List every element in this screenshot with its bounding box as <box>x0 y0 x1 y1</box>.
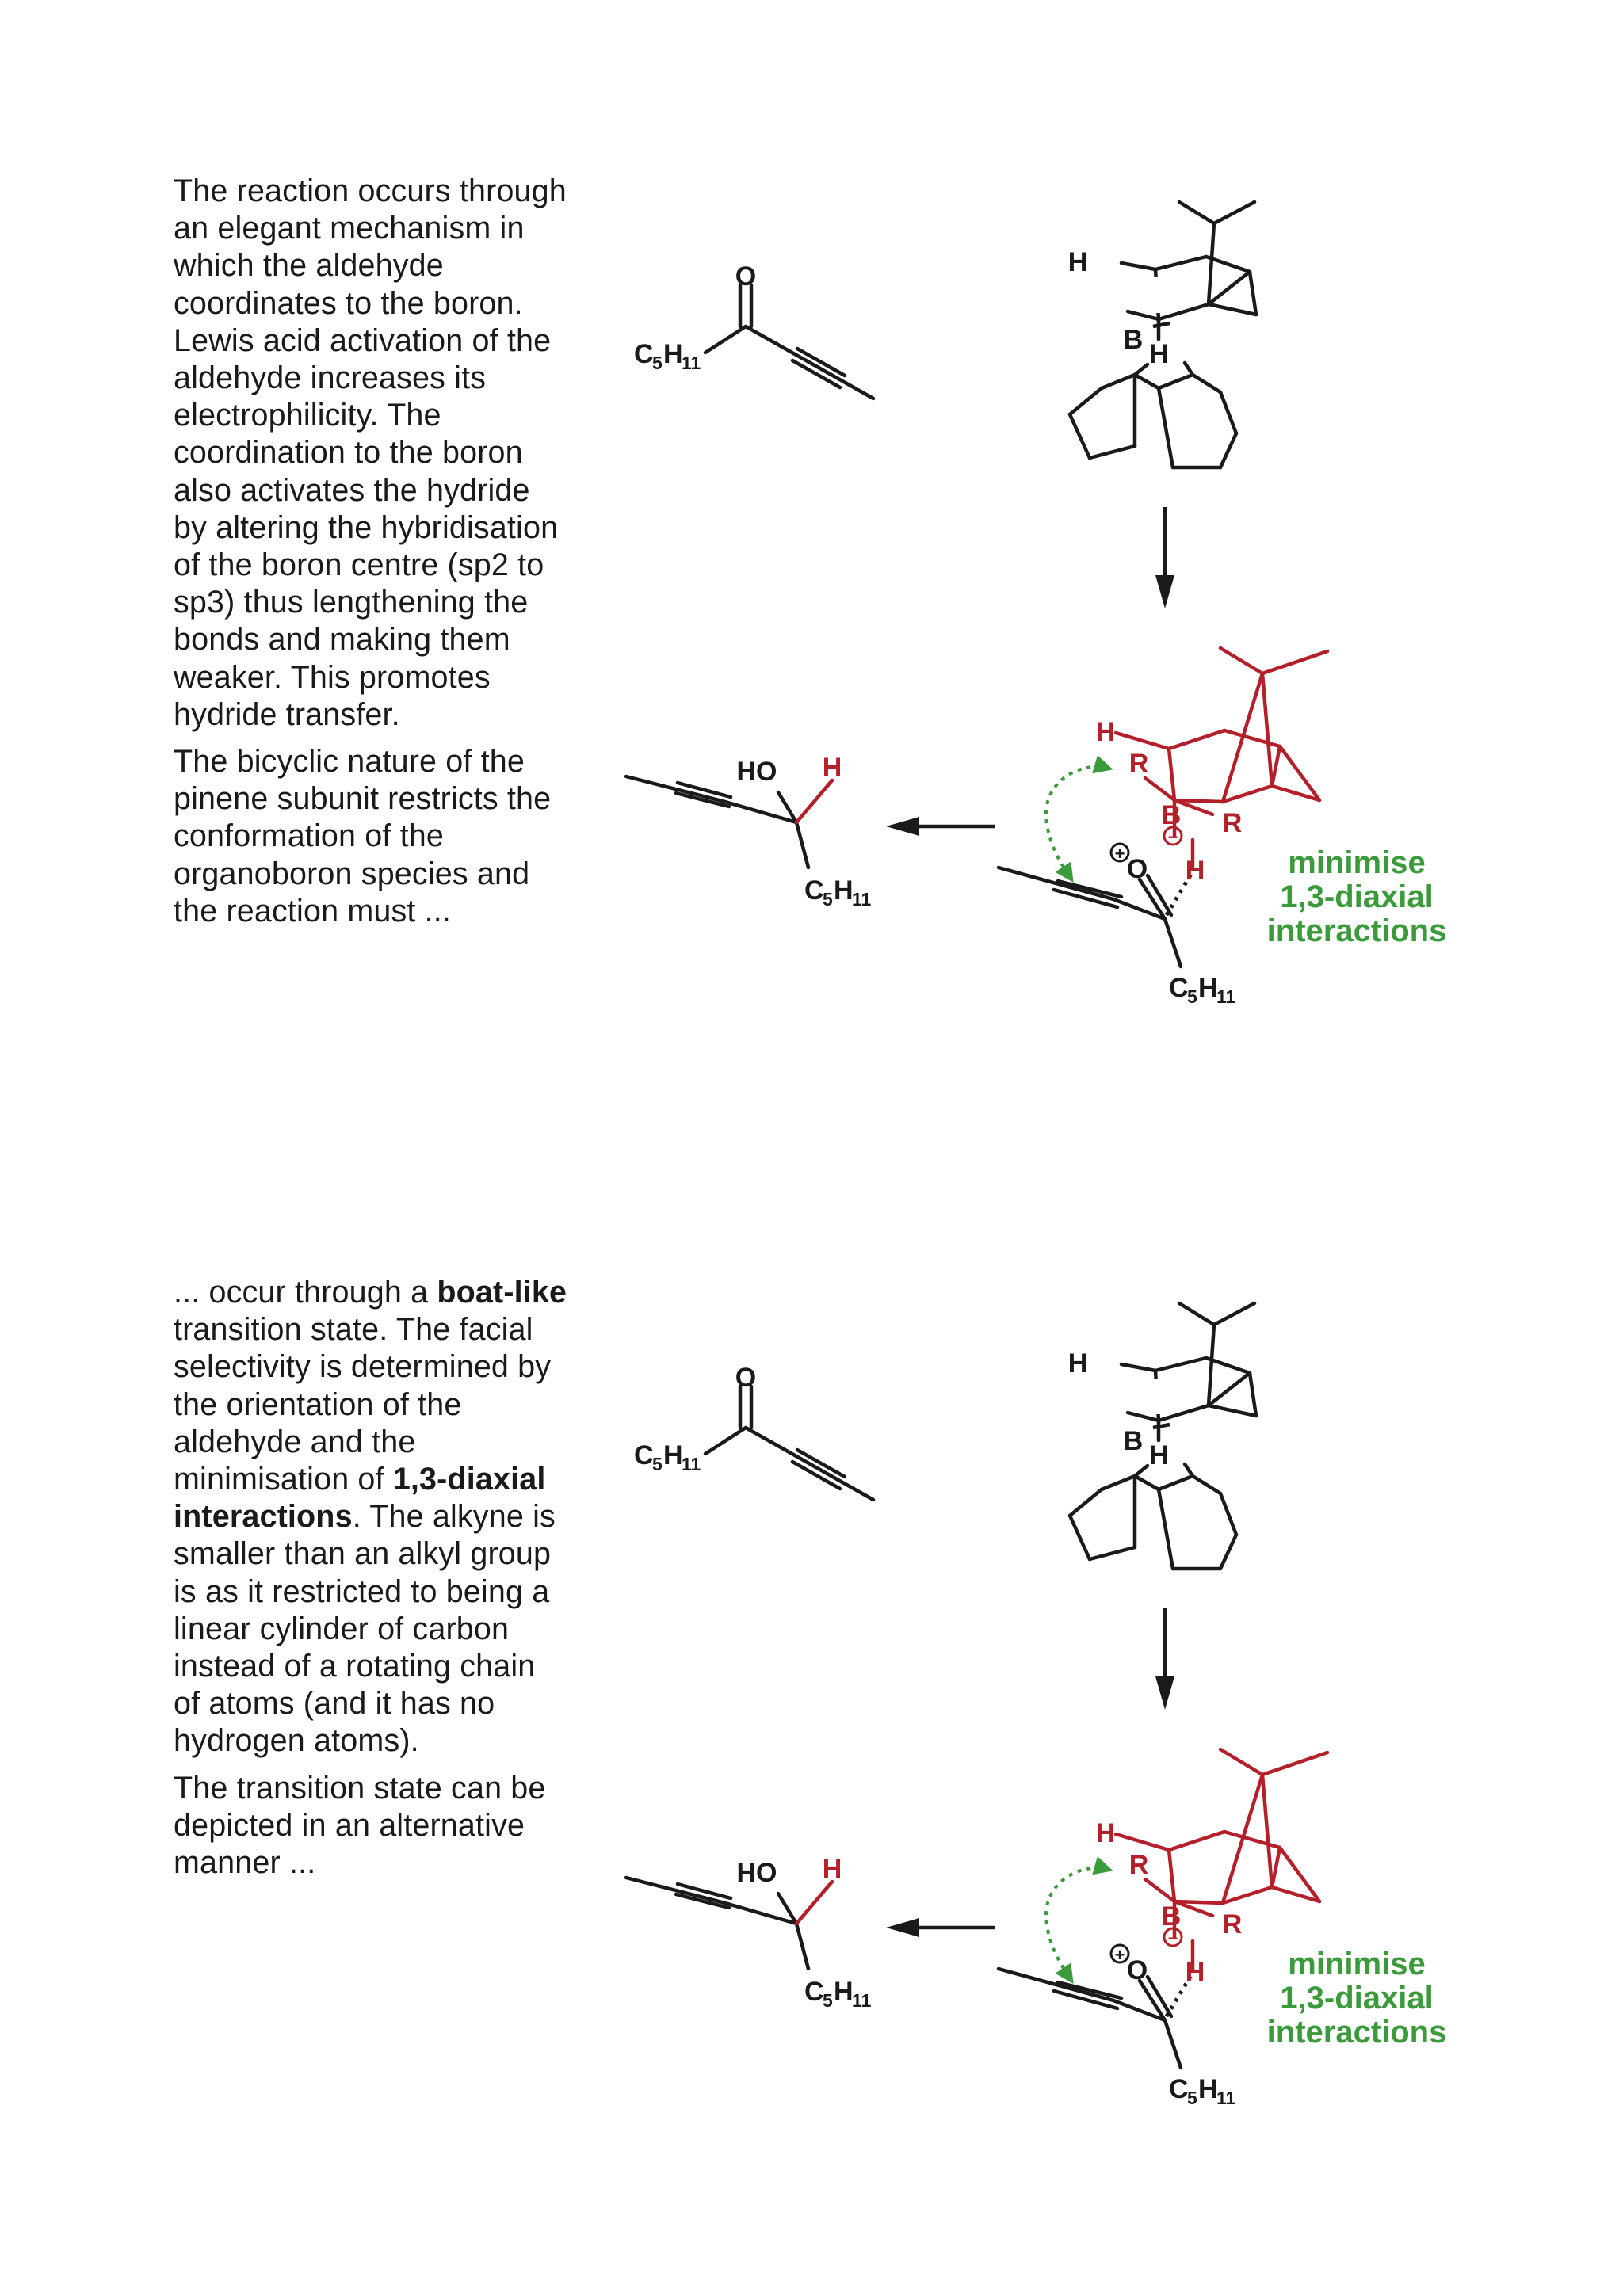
reaction-scheme-top <box>626 202 1446 1007</box>
paragraph-mechanism: The reaction occurs through an elegant mechanism in which the aldehyde coordinates to the boron. Lewis acid activation of the aldehyde increases its electrophilicity. The coordination to the boron also activates the hydride by altering the hybridisation of the boron centre (sp2 to sp3) thus lengthening the bonds and making them weaker. This promotes hydride transfer. <box>174 174 567 732</box>
paragraph-bicyclic: The bicyclic nature of the pinene subunit restricts the conformation of the organoboron species and the reaction must ... <box>174 744 552 929</box>
paragraph-alternative: The transition state can be depicted in an alternative manner ... <box>174 1770 546 1881</box>
paragraph-boat-like: ... occur through a boat-like transition state. The facial selectivity is determined by the orientation of the aldehyde and the minimisation of 1,3-diaxial interactions. The alkyne is smaller than an alkyl group is as it restricted to being a linear cylinder of carbon instead of a rotating chain of atoms (and it has no hydrogen atoms). <box>174 1275 567 1759</box>
reaction-scheme-bottom <box>626 1303 1446 2108</box>
